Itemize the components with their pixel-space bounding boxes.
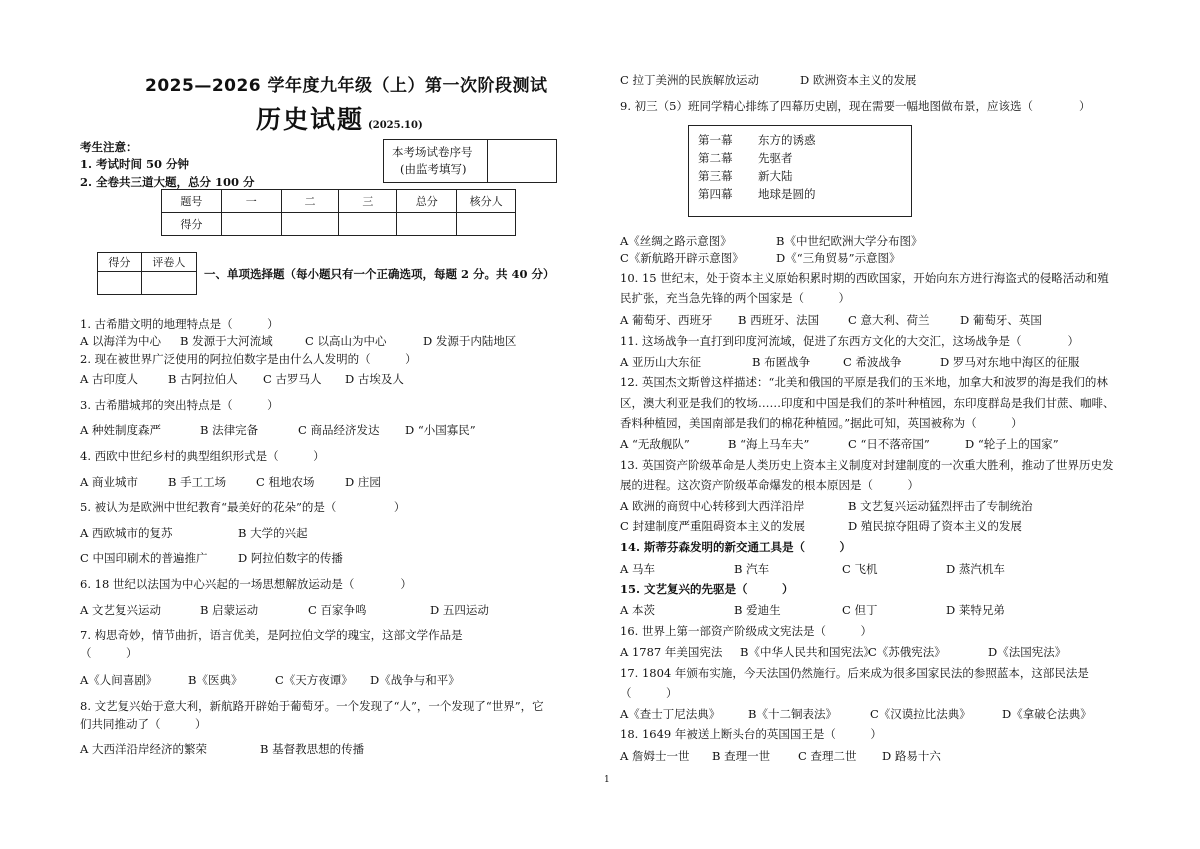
question-stem: 14. 斯蒂芬森发明的新交通工具是（ ）: [620, 540, 852, 554]
section-1-title: 一、单项选择题（每小题只有一个正确选项，每题 2 分。共 40 分）: [204, 267, 555, 281]
option-choice: D 五四运动: [430, 603, 489, 617]
option-choice: D《法国宪法》: [988, 645, 1067, 659]
option-choice: C《汉谟拉比法典》: [870, 707, 971, 721]
option-choice: A《查士丁尼法典》: [620, 707, 721, 721]
option-choice: D 古埃及人: [345, 372, 404, 386]
section-score-cell: [98, 272, 142, 295]
score-cell: [221, 213, 281, 236]
option-choice: C 中国印刷术的普遍推广: [80, 551, 208, 565]
option-choice: D《拿破仑法典》: [1002, 707, 1092, 721]
score-table-header: 核分人: [457, 190, 516, 213]
option-choice: A 葡萄牙、西班牙: [620, 313, 713, 327]
question-stem: 2. 现在被世界广泛使用的阿拉伯数字是由什么人发明的（ ）: [80, 352, 417, 366]
option-choice: A 种姓制度森严: [80, 423, 161, 437]
question-stem: 8. 文艺复兴始于意大利，新航路开辟始于葡萄牙。一个发现了“人”，一个发现了“世界”，它: [80, 699, 544, 713]
option-choice: D 阿拉伯数字的传播: [238, 551, 343, 565]
exam-title-line1: 2025—2026 学年度九年级（上）第一次阶段测试: [145, 76, 548, 96]
option-choice: B 西班牙、法国: [738, 313, 820, 327]
question-stem: 1. 古希腊文明的地理特点是（ ）: [80, 317, 279, 331]
option-choice: C 意大利、荷兰: [848, 313, 930, 327]
exam-date: (2025.10): [368, 120, 423, 131]
page-number: 1: [604, 775, 610, 785]
section-score-box: [97, 252, 197, 295]
option-choice: D 发源于内陆地区: [423, 334, 517, 348]
option-choice: C 希波战争: [843, 355, 902, 369]
score-cell: [339, 213, 397, 236]
question-stem: 9. 初三（5）班同学精心排练了四幕历史剧，现在需要一幅地图做布景，应该选（ ）: [620, 99, 1091, 113]
option-choice: C “日不落帝国”: [848, 437, 930, 451]
score-table-header: 二: [281, 190, 339, 213]
option-choice: C《新航路开辟示意图》: [620, 251, 744, 265]
score-row-label: 得分: [162, 213, 222, 236]
option-choice: C《苏俄宪法》: [868, 645, 946, 659]
section-grader-cell: [141, 272, 196, 295]
option-choice: C 拉丁美洲的民族解放运动: [620, 73, 759, 87]
option-choice: C 飞机: [842, 562, 878, 576]
option-choice: B 手工工场: [168, 475, 227, 489]
option-choice: B 文艺复兴运动猛烈抨击了专制统治: [848, 499, 1033, 513]
question-stem-cont: 民扩张，充当急先锋的两个国家是（ ）: [620, 291, 850, 305]
option-choice: D “轮子上的国家”: [965, 437, 1059, 451]
act-number: 第二幕: [698, 151, 733, 165]
option-choice: D 殖民掠夺阻碍了资本主义的发展: [848, 519, 1022, 533]
option-choice: B 布匿战争: [752, 355, 811, 369]
option-choice: C 商品经济发达: [298, 423, 380, 437]
option-choice: C 以高山为中心: [305, 334, 387, 348]
option-choice: C 查理二世: [798, 749, 857, 763]
option-choice: A 商业城市: [80, 475, 138, 489]
option-choice: D 庄园: [345, 475, 381, 489]
option-choice: D 罗马对东地中海区的征服: [940, 355, 1080, 369]
option-choice: C 百家争鸣: [308, 603, 367, 617]
score-table-header: 一: [221, 190, 281, 213]
option-choice: B 查理一世: [712, 749, 771, 763]
question-stem: 15. 文艺复兴的先驱是（ ）: [620, 582, 794, 596]
option-choice: B《中华人民共和国宪法》: [740, 645, 875, 659]
option-choice: B 法律完备: [200, 423, 259, 437]
option-choice: D “小国寡民”: [405, 423, 476, 437]
option-choice: B《中世纪欧洲大学分布图》: [776, 234, 923, 248]
question-stem: 17. 1804 年颁布实施，今天法国仍然施行。后来成为很多国家民法的参照蓝本，这部民法是: [620, 666, 1089, 680]
seat-label-1: 本考场试卷序号: [392, 145, 473, 159]
option-choice: B《十二铜表法》: [748, 707, 837, 721]
question-stem: 13. 英国资产阶级革命是人类历史上资本主义制度对封建制度的一次重大胜利，推动了世界历史发: [620, 458, 1114, 472]
seat-number-box: [383, 139, 557, 183]
question-stem: 16. 世界上第一部资产阶级成文宪法是（ ）: [620, 624, 872, 638]
option-choice: C 但丁: [842, 603, 878, 617]
act-title: 东方的诱惑: [758, 133, 816, 147]
question-stem-cont: 展的进程。这次资产阶级革命爆发的根本原因是（ ）: [620, 478, 919, 492]
question-stem: 3. 古希腊城邦的突出特点是（ ）: [80, 398, 279, 412]
option-choice: D 莱特兄弟: [946, 603, 1005, 617]
act-title: 先驱者: [758, 151, 793, 165]
option-choice: A 詹姆士一世: [620, 749, 690, 763]
option-choice: B 爱迪生: [734, 603, 781, 617]
score-table-header: 三: [339, 190, 397, 213]
notice-item-1: 1. 考试时间 50 分钟: [80, 157, 190, 171]
act-title: 地球是圆的: [758, 187, 816, 201]
option-choice: A 欧洲的商贸中心转移到大西洋沿岸: [620, 499, 805, 513]
option-choice: A 文艺复兴运动: [80, 603, 161, 617]
option-choice: D《战争与和平》: [370, 673, 460, 687]
option-choice: D 欧洲资本主义的发展: [800, 73, 917, 87]
act-number: 第四幕: [698, 187, 733, 201]
option-choice: C《天方夜谭》: [275, 673, 353, 687]
option-choice: A 大西洋沿岸经济的繁荣: [80, 742, 207, 756]
question-stem: 5. 被认为是欧洲中世纪教育“最美好的花朵”的是（ ）: [80, 500, 406, 514]
option-choice: B 大学的兴起: [238, 526, 308, 540]
option-choice: B 启蒙运动: [200, 603, 259, 617]
question-stem: 4. 西欧中世纪乡村的典型组织形式是（ ）: [80, 449, 325, 463]
option-choice: A 亚历山大东征: [620, 355, 701, 369]
option-choice: B 发源于大河流域: [180, 334, 273, 348]
option-choice: D《“三角贸易”示意图》: [776, 251, 901, 265]
option-choice: A 1787 年美国宪法: [620, 645, 723, 659]
question-stem: 7. 构思奇妙，情节曲折，语言优美，是阿拉伯文学的瑰宝，这部文学作品是: [80, 628, 463, 642]
option-choice: C 封建制度严重阻碍资本主义的发展: [620, 519, 805, 533]
question-stem: 11. 这场战争一直打到印度河流域，促进了东西方文化的大交汇，这场战争是（ ）: [620, 334, 1079, 348]
question-stem: 6. 18 世纪以法国为中心兴起的一场思想解放运动是（ ）: [80, 577, 412, 591]
question-stem: 18. 1649 年被送上断头台的英国国王是（ ）: [620, 727, 882, 741]
option-choice: D 葡萄牙、英国: [960, 313, 1042, 327]
score-cell: [397, 213, 457, 236]
question-stem-cont: 香料种植园，美国南部是我们的棉花种植园。”据此可知，英国被称为（ ）: [620, 416, 1023, 430]
option-choice: B 古阿拉伯人: [168, 372, 238, 386]
section-score-header: 得分: [98, 253, 142, 272]
act-number: 第三幕: [698, 169, 733, 183]
act-title: 新大陆: [758, 169, 793, 183]
option-choice: A 本茨: [620, 603, 655, 617]
notice-heading: 考生注意：: [80, 140, 138, 154]
score-table: [161, 189, 516, 236]
seat-label-2: (由监考填写): [400, 162, 467, 176]
option-choice: B 汽车: [734, 562, 770, 576]
question-stem: 10. 15 世纪末，处于资本主义原始积累时期的西欧国家，开始向东方进行海盗式的侵略活动和殖: [620, 271, 1109, 285]
question-stem-cont: （ ）: [80, 646, 138, 660]
subject-title: 历史试题: [256, 105, 365, 134]
score-cell: [457, 213, 516, 236]
option-choice: A 古印度人: [80, 372, 138, 386]
option-choice: A “无敌舰队”: [620, 437, 690, 451]
option-choice: C 古罗马人: [263, 372, 322, 386]
score-cell: [281, 213, 339, 236]
option-choice: A 以海洋为中心: [80, 334, 161, 348]
option-choice: C 租地农场: [256, 475, 315, 489]
option-choice: A《人间喜剧》: [80, 673, 158, 687]
act-number: 第一幕: [698, 133, 733, 147]
option-choice: B “海上马车夫”: [728, 437, 810, 451]
exam-title-line2: [256, 100, 423, 136]
option-choice: A《丝绸之路示意图》: [620, 234, 732, 248]
option-choice: A 马车: [620, 562, 655, 576]
score-table-header: 题号: [162, 190, 222, 213]
option-choice: D 路易十六: [882, 749, 941, 763]
section-grader-header: 评卷人: [141, 253, 196, 272]
option-choice: D 蒸汽机车: [946, 562, 1005, 576]
notice-item-2: 2. 全卷共三道大题，总分 100 分: [80, 175, 255, 189]
question-stem-cont: 区，澳大利亚是我们的牧场……印度和中国是我们的茶叶种植园，东印度群岛是我们甘蔗、咖啡、: [620, 396, 1115, 410]
option-choice: A 西欧城市的复苏: [80, 526, 173, 540]
question-stem-cont: （ ）: [620, 686, 678, 700]
question-stem-cont: 们共同推动了（ ）: [80, 717, 207, 731]
option-choice: B 基督教思想的传播: [260, 742, 365, 756]
option-choice: B《医典》: [188, 673, 243, 687]
score-table-header: 总分: [397, 190, 457, 213]
question-stem: 12. 英国杰文斯曾这样描述：“北美和俄国的平原是我们的玉米地，加拿大和波罗的海是我们的林: [620, 375, 1108, 389]
